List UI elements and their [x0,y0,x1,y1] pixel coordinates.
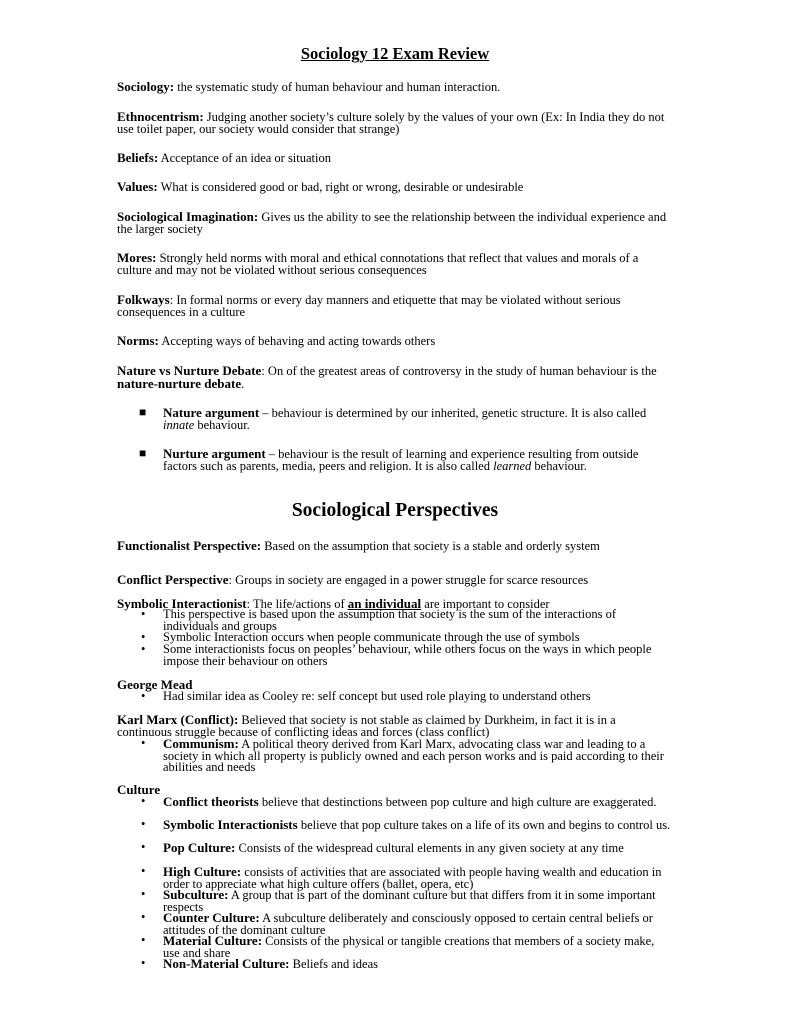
document-title: Sociology 12 Exam Review [300,44,490,63]
bullet-icon: • [141,887,146,901]
bullet-icon: • [141,689,146,703]
definition-norms: Norms: Accepting ways of behaving and acting towards others [117,333,436,348]
bullet-icon: • [141,630,146,644]
bullet-icon: • [141,817,146,831]
definition-sociological-imagination: Sociological Imagination: Gives us the ability to see the relationship between the individual experience and the larger society [117,209,667,236]
functionalist-perspective: Functionalist Perspective: Based on the assumption that society is a stable and orderly system [117,538,600,553]
bullet-icon: • [141,933,146,947]
definition-ethnocentrism: Ethnocentrism: Judging another society’s culture solely by the values of your own (Ex: In India they do not use toilet paper, our society would consider that strange) [117,109,665,136]
square-bullet-icon: ■ [139,405,147,419]
culture-bullet: Symbolic Interactionists believe that pop culture takes on a life of its own and begins to control us. [163,817,671,832]
bullet-icon: • [141,607,146,621]
mead-bullet: Had similar idea as Cooley re: self concept but used role playing to understand others [163,689,591,703]
bullet-icon: • [141,864,146,878]
square-bullet-icon: ■ [139,446,147,460]
culture-bullet: Non-Material Culture: Beliefs and ideas [163,956,378,971]
symbolic-bullet: Some interactionists focus on peoples’ behaviour, while others focus on the ways in which people impose their behaviour on others [163,642,652,668]
definition-beliefs: Beliefs: Acceptance of an idea or situation [117,150,332,165]
definition-mores: Mores: Strongly held norms with moral and ethical connotations that reflect that values and morals of a culture and may not be violated without serious consequences [117,250,639,277]
definition-sociology: Sociology: the systematic study of human behaviour and human interaction. [117,79,501,94]
culture-bullet: Pop Culture: Consists of the widespread cultural elements in any given society at any time [163,840,624,855]
karl-marx: Karl Marx (Conflict): Believed that society is not stable as claimed by Durkheim, in fact it is in a continuous struggle because of conflicting ideas and forces (class conflict) [117,712,616,739]
bullet-icon: • [141,794,146,808]
communism-bullet: Communism: A political theory derived from Karl Marx, advocating class war and leading to a society in which all property is publicly owned and each person works and is paid according to their abilities and needs [163,736,664,774]
culture-heading: Culture [117,782,161,797]
bullet-icon: • [141,910,146,924]
culture-bullet: Material Culture: Consists of the physical or tangible creations that members of a society make, use and share [163,933,655,960]
culture-bullet: Conflict theorists believe that destinctions between pop culture and high culture are exaggerated. [163,794,657,809]
bullet-icon: • [141,642,146,656]
nature-argument: Nature argument – behaviour is determined by our inherited, genetic structure. It is also called innate behaviour. [163,405,647,432]
symbolic-bullet: Symbolic Interaction occurs when people communicate through the use of symbols [163,630,580,644]
conflict-perspective: Conflict Perspective: Groups in society are engaged in a power struggle for scarce resources [117,572,589,587]
culture-bullet: Counter Culture: A subculture deliberately and consciously opposed to certain central beliefs or attitudes of the dominant culture [163,910,653,937]
culture-bullet: Subculture: A group that is part of the dominant culture but that differs from it in some important respects [163,887,656,914]
bullet-icon: • [141,840,146,854]
symbolic-bullet: This perspective is based upon the assumption that society is the sum of the interactions of individuals and groups [163,607,617,633]
definition-values: Values: What is considered good or bad, right or wrong, desirable or undesirable [117,179,524,194]
bullet-icon: • [141,956,146,970]
definition-folkways: Folkways: In formal norms or every day manners and etiquette that may be violated without serious consequences in a culture [117,292,621,319]
nature-nurture-debate: Nature vs Nurture Debate: On of the greatest areas of controversy in the study of human behaviour is the nature-nurture debate. [117,363,657,391]
nurture-argument: Nurture argument – behaviour is the result of learning and experience resulting from outside factors such as parents, media, peers and religion. It is also called learned behaviour. [163,446,639,473]
section-title: Sociological Perspectives [291,500,499,521]
culture-bullet: High Culture: consists of activities that are associated with people having wealth and education in order to appreciate what high culture offers (ballet, opera, etc) [163,864,662,891]
bullet-icon: • [141,736,146,750]
symbolic-interactionist: Symbolic Interactionist: The life/actions of an individual are important to consider [117,596,550,611]
george-mead-heading: George Mead [117,677,193,692]
